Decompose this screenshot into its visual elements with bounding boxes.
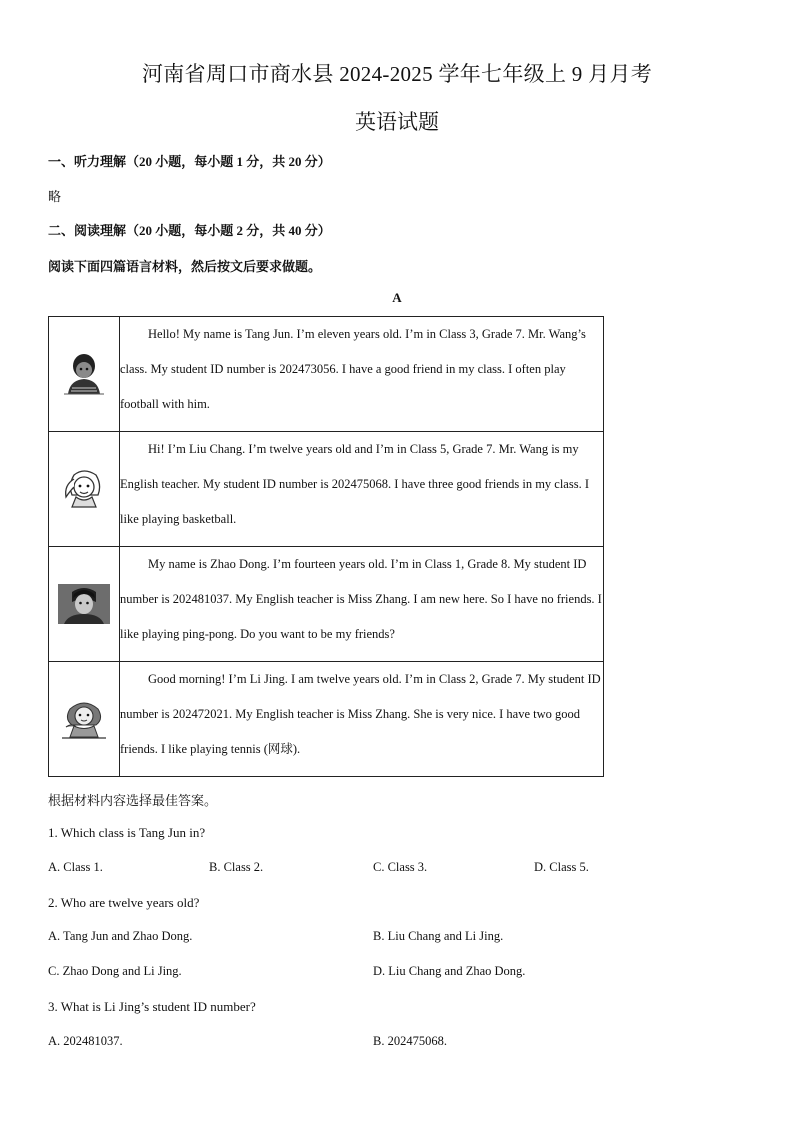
table-row <box>49 432 604 547</box>
section2-heading: 二、阅读理解（20 小题，每小题 2 分，共 40 分） <box>48 223 331 238</box>
section1-note: 略 <box>48 189 62 204</box>
student-text-cell <box>120 317 604 432</box>
section1-heading: 一、听力理解（20 小题，每小题 1 分，共 20 分） <box>48 154 331 169</box>
passage-label: A <box>392 290 402 305</box>
answer-option[interactable]: A. 202481037. <box>48 1034 123 1048</box>
student-picture-cell <box>49 432 120 547</box>
section2-instruction: 阅读下面四篇语言材料，然后按文后要求做题。 <box>48 259 322 274</box>
exam-subtitle: 英语试题 <box>355 110 439 134</box>
answer-option[interactable]: D. Liu Chang and Zhao Dong. <box>373 964 526 978</box>
student-text-cell <box>120 432 604 547</box>
question-stem: 3. What is Li Jing’s student ID number? <box>48 999 256 1014</box>
answer-option[interactable]: C. Class 3. <box>373 860 428 874</box>
answer-option[interactable]: A. Class 1. <box>48 860 103 874</box>
answer-option[interactable]: B. 202475068. <box>373 1034 447 1048</box>
student-description: Hello! My name is Tang Jun. I’m eleven years old. I’m in Class 3, Grade 7. Mr. Wang’s class. My student ID number is 202473056. I have a good friend in my class. I often play football with him. <box>120 327 586 411</box>
girl-avatar-icon <box>58 467 110 511</box>
answer-option[interactable]: C. Zhao Dong and Li Jing. <box>48 964 182 978</box>
student-text-cell <box>120 547 604 662</box>
student-picture-cell <box>49 662 120 777</box>
student-picture-cell <box>49 317 120 432</box>
table-row <box>49 662 604 777</box>
girl-cartoon-icon <box>58 697 110 741</box>
table-row <box>49 547 604 662</box>
student-info-table <box>48 316 604 777</box>
student-picture-cell <box>49 547 120 662</box>
questions-instruction: 根据材料内容选择最佳答案。 <box>48 793 218 808</box>
answer-option[interactable]: A. Tang Jun and Zhao Dong. <box>48 929 193 943</box>
student-description: My name is Zhao Dong. I’m fourteen years old. I’m in Class 1, Grade 8. My student ID number is 202481037. My English teacher is Miss Zhang. I am new here. So I have no friends. I like playing ping-pong. Do you want to be my friends? <box>120 557 602 641</box>
answer-option[interactable]: B. Liu Chang and Li Jing. <box>373 929 504 943</box>
student-text-cell <box>120 662 604 777</box>
answer-option[interactable]: B. Class 2. <box>209 860 264 874</box>
student-description: Good morning! I’m Li Jing. I am twelve years old. I’m in Class 2, Grade 7. My student ID number is 202472021. My English teacher is Miss Zhang. She is very nice. I have two good friends. I like playing tennis (网球). <box>120 672 601 756</box>
student-description: Hi! I’m Liu Chang. I’m twelve years old and I’m in Class 5, Grade 7. Mr. Wang is my English teacher. My student ID number is 202475068. I have three good friends in my class. I like playing basketball. <box>120 442 590 526</box>
answer-option[interactable]: D. Class 5. <box>534 860 589 874</box>
boy-avatar-icon <box>58 352 110 396</box>
question-stem: 2. Who are twelve years old? <box>48 895 200 910</box>
question-stem: 1. Which class is Tang Jun in? <box>48 825 206 840</box>
exam-title: 河南省周口市商水县 2024-2025 学年七年级上 9 月月考 <box>141 62 653 86</box>
boy-photo-icon <box>58 582 110 626</box>
table-row <box>49 317 604 432</box>
